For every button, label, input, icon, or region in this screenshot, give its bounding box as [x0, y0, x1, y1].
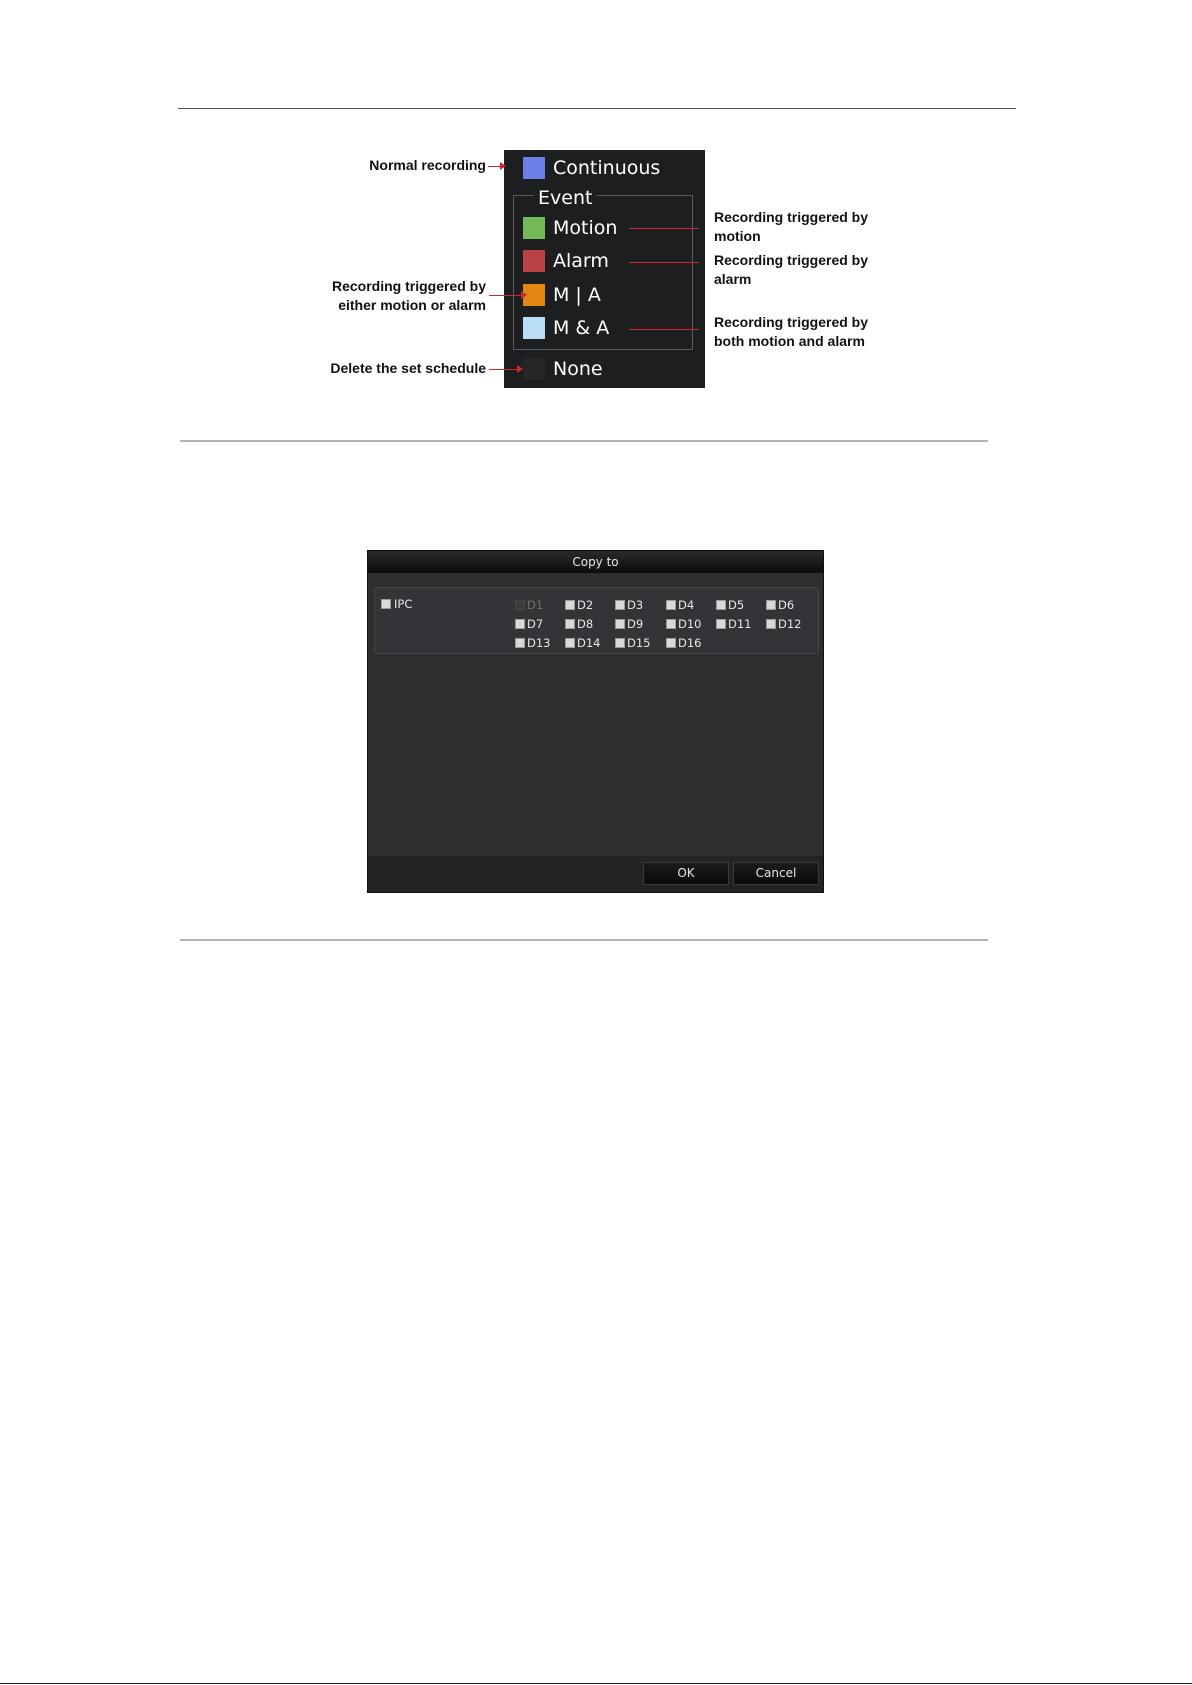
arrow-head-icon	[500, 162, 506, 170]
channel-checkbox-d1	[515, 600, 525, 610]
dialog-title: Copy to	[368, 551, 823, 573]
channel-checkbox-d8[interactable]	[565, 619, 575, 629]
ipc-channel-group	[374, 587, 819, 654]
channel-label: D9	[627, 617, 644, 631]
annotation-alarm-line1: Recording triggered by	[714, 252, 869, 268]
channel-label: D3	[627, 598, 644, 612]
channel-checkbox-d16[interactable]	[666, 638, 676, 648]
channel-label: D11	[728, 617, 752, 631]
annotation-either-line2: either motion or alarm	[338, 297, 486, 313]
channel-label: D7	[527, 617, 544, 631]
annotation-delete-schedule: Delete the set schedule	[330, 360, 486, 376]
ok-button[interactable]: OK	[643, 862, 729, 885]
channel-label: D6	[778, 598, 795, 612]
channel-label: D8	[577, 617, 594, 631]
channel-label: D10	[678, 617, 702, 631]
legend-label: M | A	[553, 284, 601, 306]
channel-checkbox-d13[interactable]	[515, 638, 525, 648]
annotation-line	[629, 329, 699, 330]
annotation-line	[629, 228, 699, 229]
footer-rule	[0, 1683, 1192, 1684]
cancel-button[interactable]: Cancel	[733, 862, 819, 885]
motion-swatch	[523, 217, 545, 239]
channel-checkbox-d12[interactable]	[766, 619, 776, 629]
annotation-both-line1: Recording triggered by	[714, 314, 869, 330]
channel-checkbox-d4[interactable]	[666, 600, 676, 610]
ipc-checkbox[interactable]	[381, 599, 391, 609]
channel-label: D16	[678, 636, 702, 650]
channel-checkbox-d3[interactable]	[615, 600, 625, 610]
continuous-swatch	[523, 157, 545, 179]
channel-label: D4	[678, 598, 695, 612]
section-divider	[180, 939, 988, 941]
copy-to-dialog	[367, 550, 824, 893]
channel-label: D5	[728, 598, 745, 612]
annotation-alarm-line2: alarm	[714, 271, 752, 287]
channel-label: D12	[778, 617, 802, 631]
channel-label: D13	[527, 636, 551, 650]
annotation-motion-line1: Recording triggered by	[714, 209, 869, 225]
legend-label: M & A	[553, 317, 610, 339]
channel-label: D2	[577, 598, 594, 612]
ipc-label: IPC	[394, 597, 413, 611]
channel-checkbox-d5[interactable]	[716, 600, 726, 610]
annotation-motion-line2: motion	[714, 228, 761, 244]
channel-checkbox-d15[interactable]	[615, 638, 625, 648]
channel-label: D15	[627, 636, 651, 650]
channel-label: D1	[527, 598, 544, 612]
annotation-line	[629, 262, 699, 263]
legend-panel	[504, 150, 705, 388]
legend-label: Motion	[553, 217, 618, 239]
channel-checkbox-d10[interactable]	[666, 619, 676, 629]
section-divider	[180, 440, 988, 442]
annotation-normal-recording: Normal recording	[369, 157, 486, 173]
dialog-footer	[368, 856, 823, 892]
channel-checkbox-d11[interactable]	[716, 619, 726, 629]
alarm-swatch	[523, 250, 545, 272]
channel-checkbox-d14[interactable]	[565, 638, 575, 648]
channel-label: D14	[577, 636, 601, 650]
annotation-line	[489, 295, 524, 296]
arrow-head-icon	[517, 365, 523, 373]
legend-label: Continuous	[553, 157, 661, 179]
none-swatch	[523, 358, 545, 380]
channel-checkbox-d9[interactable]	[615, 619, 625, 629]
channel-checkbox-d2[interactable]	[565, 600, 575, 610]
legend-label: None	[553, 358, 603, 380]
event-group-label: Event	[534, 188, 596, 208]
channel-checkbox-d7[interactable]	[515, 619, 525, 629]
legend-label: Alarm	[553, 250, 609, 272]
motion-and-alarm-swatch	[523, 317, 545, 339]
annotation-either-line1: Recording triggered by	[331, 278, 486, 294]
header-rule	[178, 108, 1016, 109]
annotation-line	[489, 369, 520, 370]
annotation-both-line2: both motion and alarm	[714, 333, 865, 349]
channel-checkbox-d6[interactable]	[766, 600, 776, 610]
arrow-head-icon	[521, 291, 527, 299]
